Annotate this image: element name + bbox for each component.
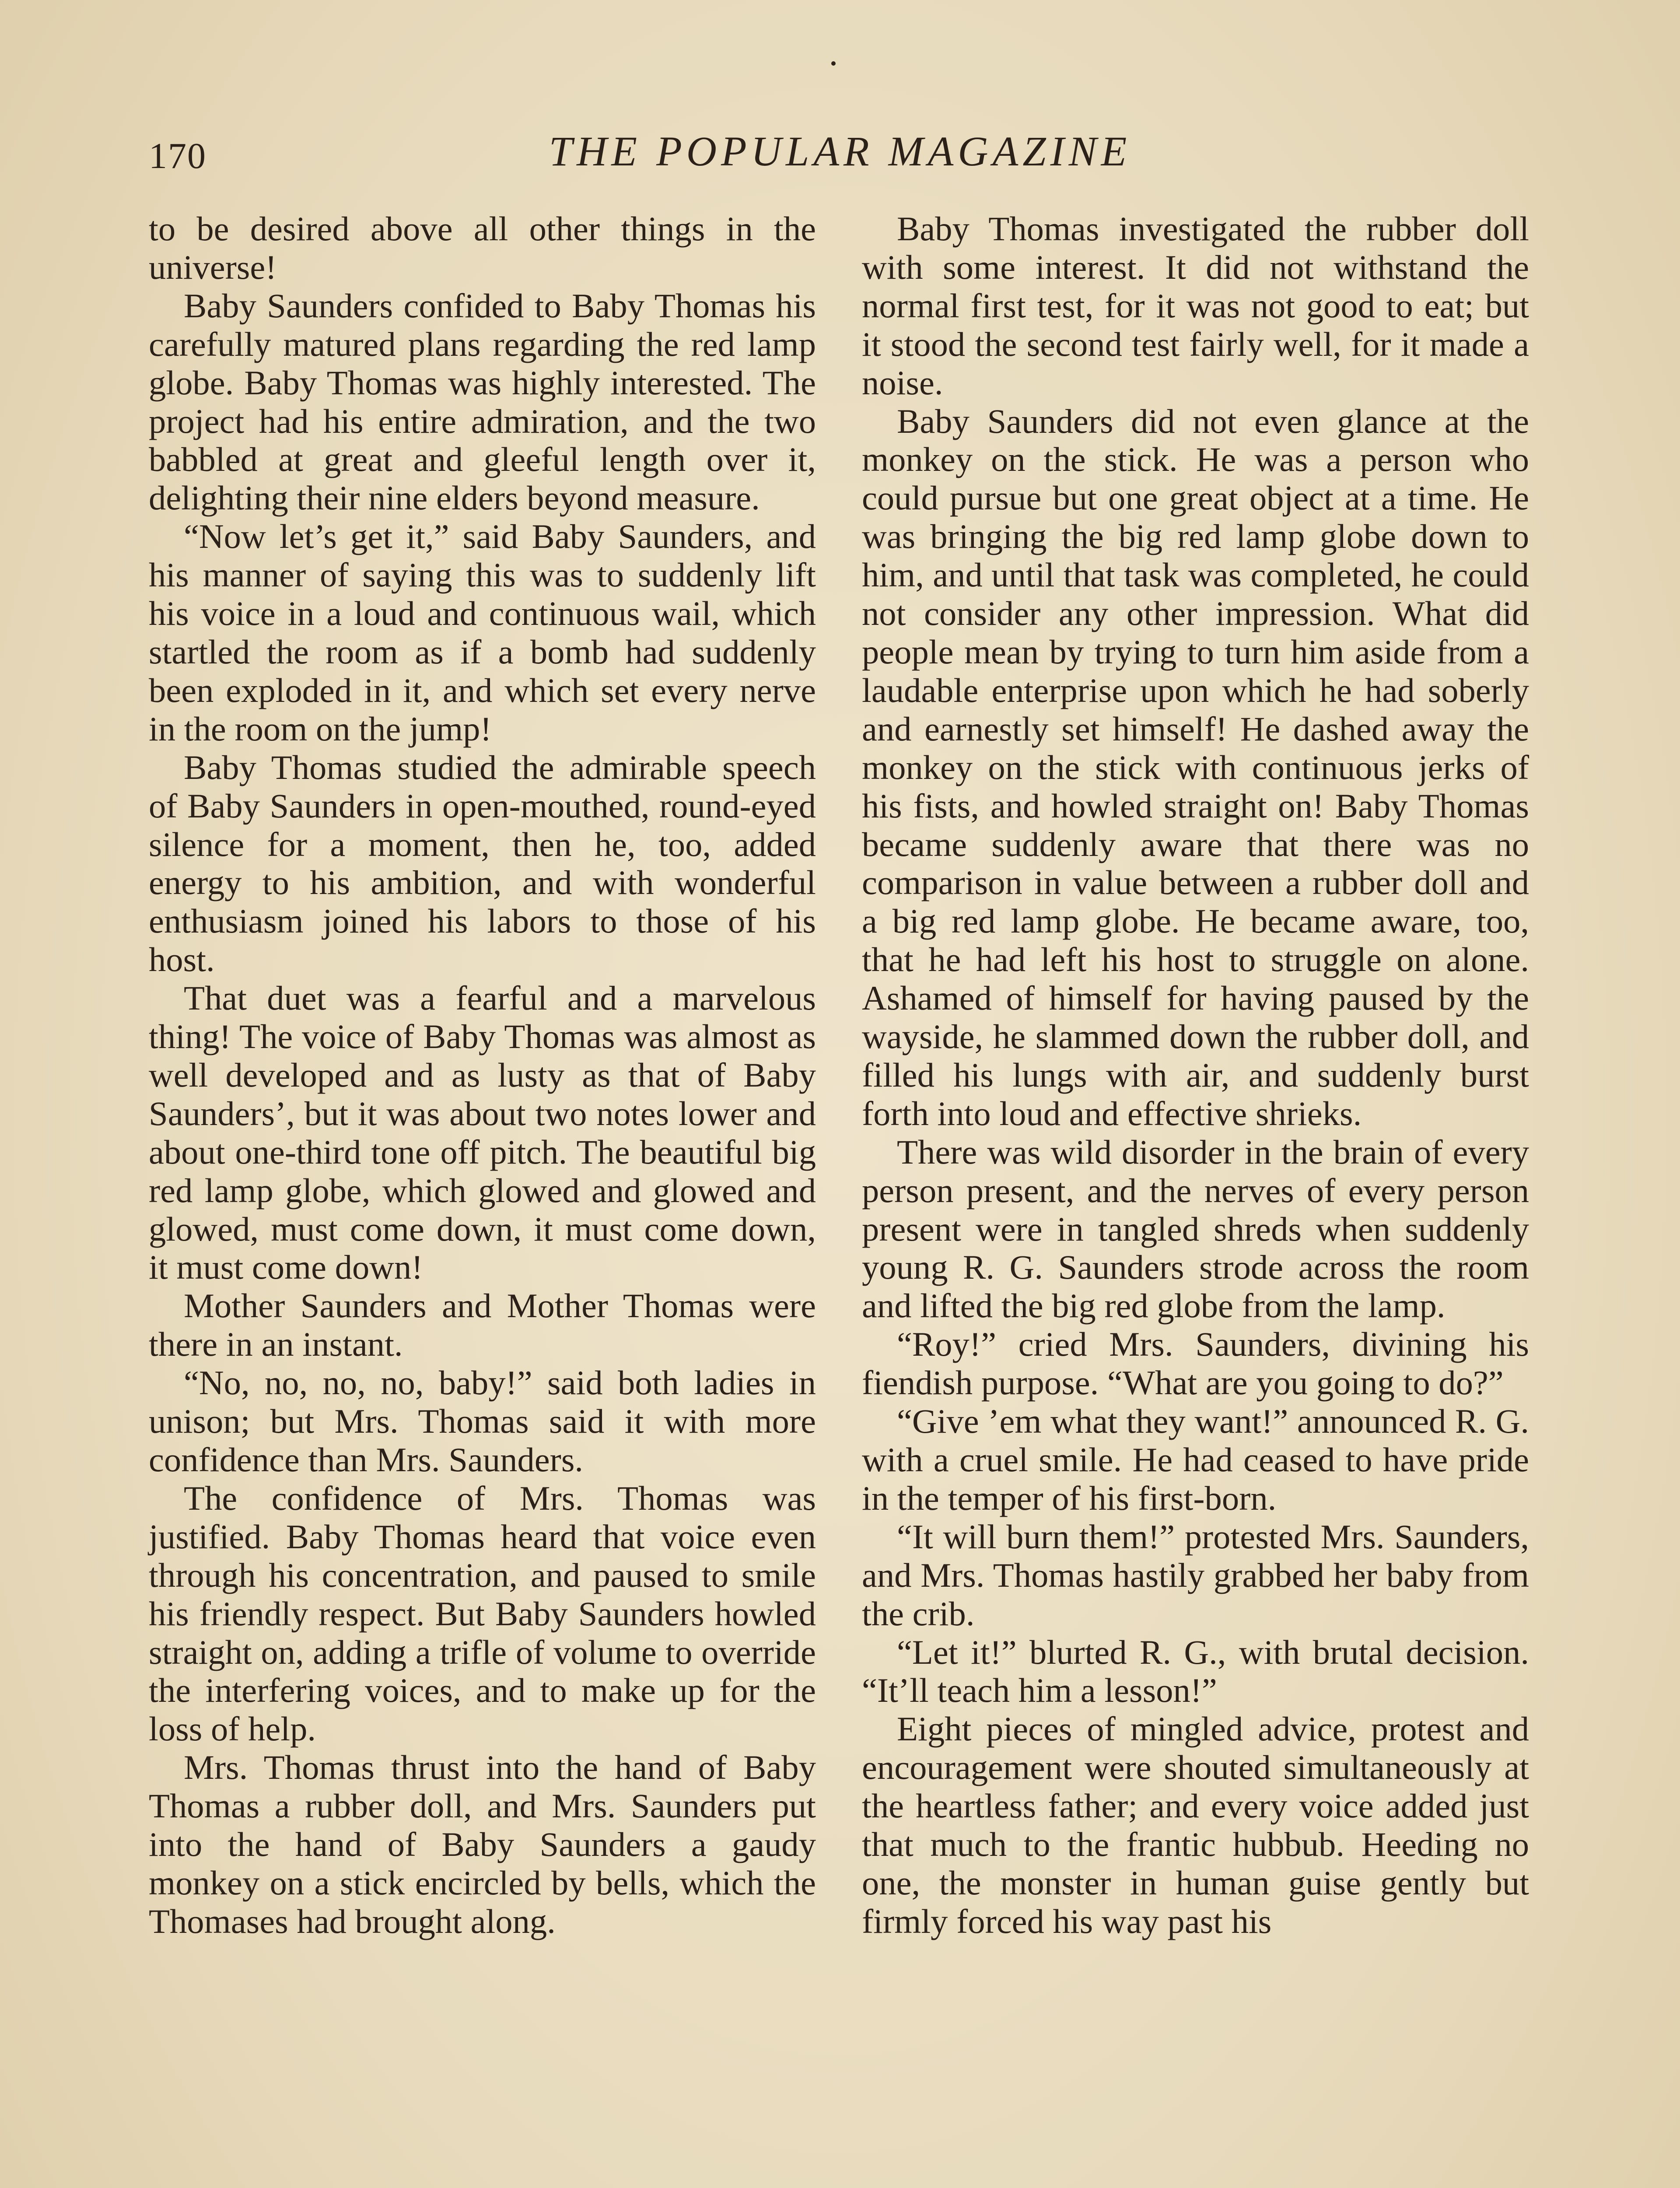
page-header — [149, 127, 1531, 188]
paragraph: Baby Thomas investigated the rubber doll with some interest. It did not withstand the normal first test, for it was not good to eat; but it stood the second test fairly well, for it made a noise. — [862, 210, 1529, 402]
paragraph: “Give ’em what they want!” announced R. G. with a cruel smile. He had ceased to have pride in the temper of his first-born. — [862, 1403, 1529, 1518]
paragraph: Baby Thomas studied the admirable speech of Baby Saunders in open-mouthed, round-eyed silence for a moment, then he, too, added energy to his ambition, and with wonderful enthusiasm joined his labors to those of his host. — [149, 748, 816, 979]
paragraph: The confidence of Mrs. Thomas was justified. Baby Thomas heard that voice even through his concentration, and paused to smile his friendly respect. But Baby Saunders howled straight on, adding a trifle of volume to override the interfering voices, and to make up for the loss of help. — [149, 1479, 816, 1749]
paragraph: Baby Saunders did not even glance at the monkey on the stick. He was a person who could pursue but one great object at a time. He was bringing the big red lamp globe down to him, and until that task was completed, he could not consider any other impression. What did people mean by trying to turn him aside from a laudable enterprise upon which he had soberly and earnestly set himself! He dashed away the monkey on the stick with continuous jerks of his fists, and howled straight on! Baby Thomas became suddenly aware that there was no comparison in value between a rubber doll and a big red lamp globe. He became aware, too, that he had left his host to struggle on alone. Ashamed of himself for having paused by the wayside, he slammed down the rubber doll, and filled his lungs with air, and suddenly burst forth into loud and effective shrieks. — [862, 402, 1529, 1133]
paragraph: “Let it!” blurted R. G., with brutal decision. “It’ll teach him a lesson!” — [862, 1633, 1529, 1710]
ink-speck — [831, 61, 836, 66]
paragraph: “No, no, no, no, baby!” said both ladies in unison; but Mrs. Thomas said it with more confidence than Mrs. Saunders. — [149, 1364, 816, 1479]
paragraph: There was wild disorder in the brain of every person present, and the nerves of every person present were in tangled shreds when suddenly young R. G. Saunders strode across the room and lifted the big red globe from the lamp. — [862, 1133, 1529, 1325]
paragraph: Mrs. Thomas thrust into the hand of Baby Thomas a rubber doll, and Mrs. Saunders put into the hand of Baby Saunders a gaudy monkey on a stick encircled by bells, which the Thomases had brought along. — [149, 1749, 816, 1941]
paragraph: “Roy!” cried Mrs. Saunders, divining his fiendish purpose. “What are you going to do?” — [862, 1325, 1529, 1403]
paragraph: to be desired above all other things in the universe! — [149, 210, 816, 287]
left-column — [149, 210, 816, 1941]
paragraph: “It will burn them!” protested Mrs. Saunders, and Mrs. Thomas hastily grabbed her baby from the crib. — [862, 1518, 1529, 1633]
right-column — [862, 210, 1529, 1941]
paragraph: “Now let’s get it,” said Baby Saunders, and his manner of saying this was to suddenly lift his voice in a loud and continuous wail, which startled the room as if a bomb had suddenly been exploded in it, and which set every nerve in the room on the jump! — [149, 518, 816, 748]
paragraph: Mother Saunders and Mother Thomas were there in an instant. — [149, 1287, 816, 1364]
running-head: THE POPULAR MAGAZINE — [549, 128, 1131, 175]
page-number: 170 — [149, 136, 206, 176]
paragraph: Baby Saunders confided to Baby Thomas his carefully matured plans regarding the red lamp globe. Baby Thomas was highly interested. The project had his entire admiration, and the two babbled at great and gleeful length over it, delighting their nine elders beyond measure. — [149, 287, 816, 518]
paragraph: Eight pieces of mingled advice, protest and encouragement were shouted simultaneously at the heartless father; and every voice added just that much to the frantic hubbub. Heeding no one, the monster in human guise gently but firmly forced his way past his — [862, 1710, 1529, 1941]
paragraph: That duet was a fearful and a marvelous thing! The voice of Baby Thomas was almost as well developed and as lusty as that of Baby Saunders’, but it was about two notes lower and about one-third tone off pitch. The beautiful big red lamp globe, which glowed and glowed and glowed, must come down, it must come down, it must come down! — [149, 979, 816, 1287]
